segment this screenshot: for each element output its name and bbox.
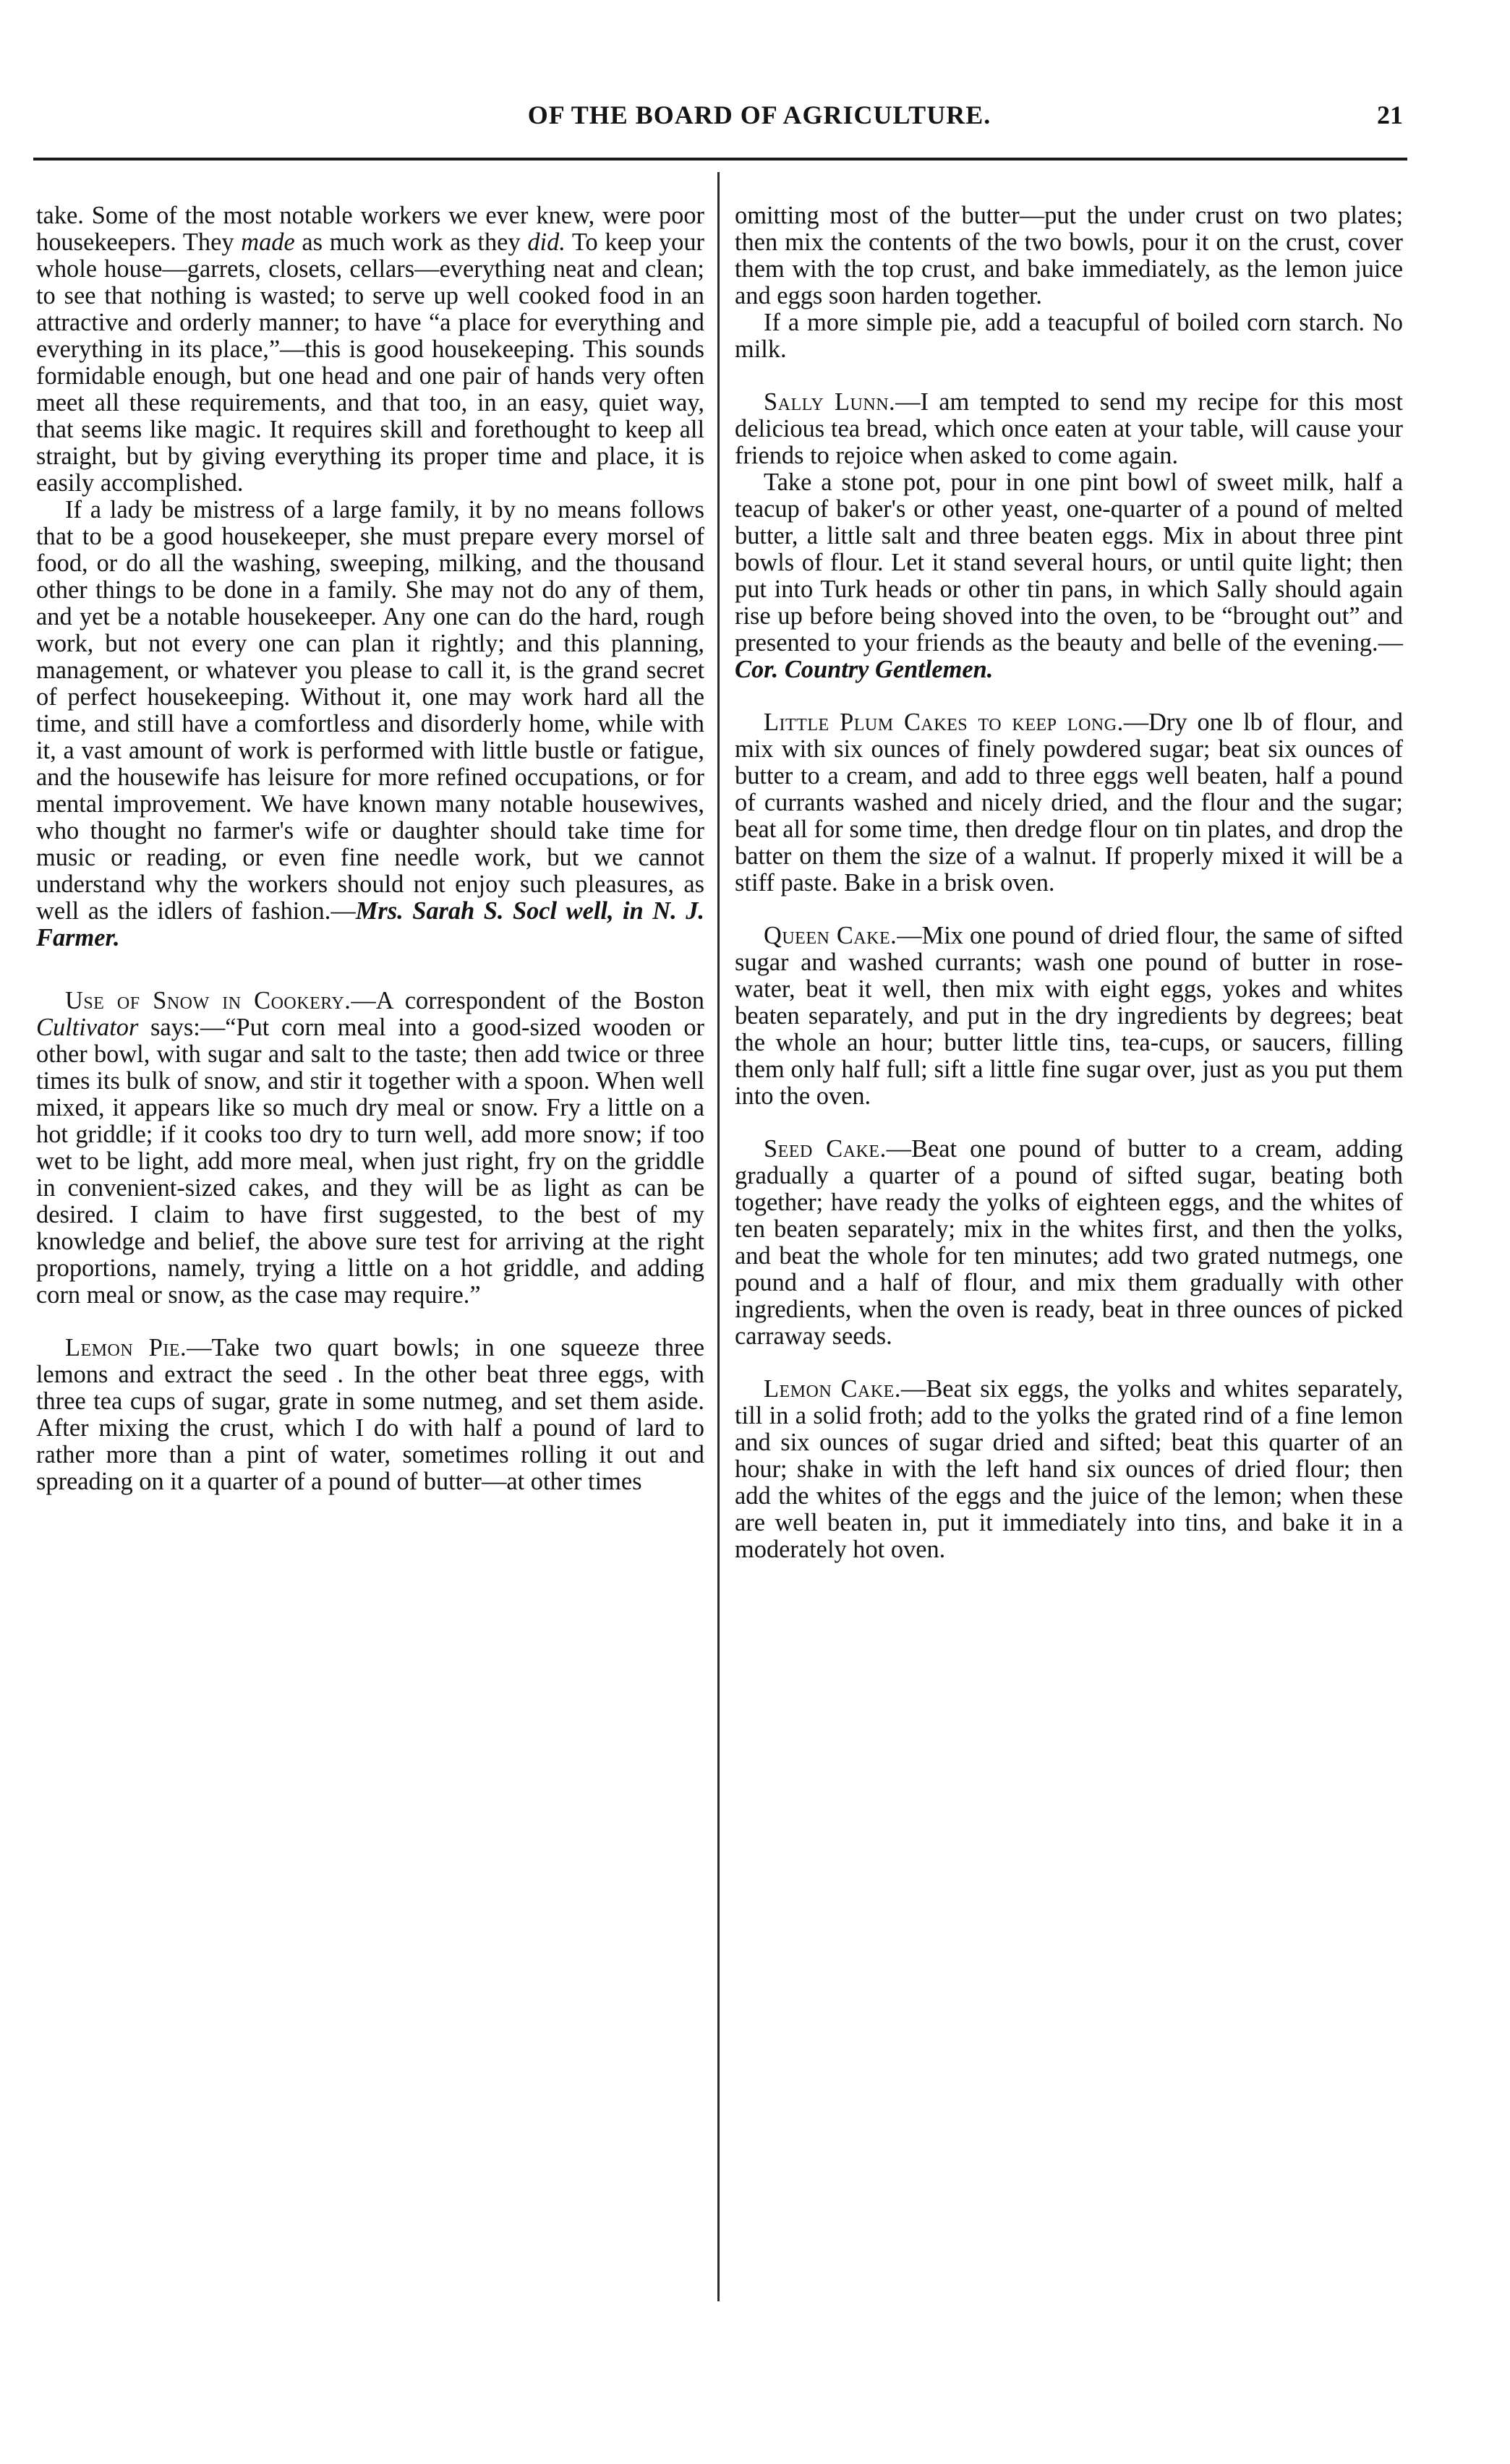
article-heading: Use of Snow in Cookery. xyxy=(65,987,351,1014)
article-heading: Queen Cake. xyxy=(764,922,897,949)
text-run: as much work as they xyxy=(294,228,528,256)
text-run: take. Some of the most notable workers we ever knew, were poor housekeepers. They xyxy=(36,202,704,256)
sally-lunn-article xyxy=(735,389,1403,469)
article-heading: Sally Lunn. xyxy=(764,388,896,416)
article-heading: Lemon Pie. xyxy=(65,1334,187,1361)
article-heading: Lemon Cake. xyxy=(764,1375,901,1403)
text-run: —Beat one pound of butter to a cream, adding gradually a quarter of a pound of sifted sugar, beating both together; have ready the yolks of eighteen eggs, and the whites of ten beaten separately; mix in the whites first, and then the yolks, and beat the whole for ten minutes; add two grated nutmegs, one pound and a half of flour, and mix them gradually with other ingredients, when the oven is ready, beat in three ounces of picked carraway seeds. xyxy=(735,1135,1403,1350)
queen-cake-article xyxy=(735,923,1403,1110)
lemon-cake-article xyxy=(735,1376,1403,1563)
column-divider xyxy=(717,172,720,2301)
text-run: —Take two quart bowls; in one squeeze three lemons and extract the seed . In the other beat three eggs, with three tea cups of sugar, grate in some nutmeg, and set them aside. After mixing the crust, which I do with half a pound of lard to rather more than a pint of water, sometimes rolling it out and spreading on it a quarter of a pound of butter—at other times xyxy=(36,1334,704,1495)
attribution: Mrs. Sarah S. Socl well, in N. J. Farmer. xyxy=(36,897,704,951)
emphasis-did: did. xyxy=(527,228,566,256)
housekeeping-paragraph-1 xyxy=(36,202,704,497)
text-run: —A correspondent of the Boston xyxy=(351,987,705,1014)
text-run: says:—“Put corn meal into a good-sized wooden or other bowl, with sugar and salt to the taste; then add twice or three times its bulk of snow, and stir it together with a spoon. When well mixed, it appears like so much dry meal or snow. Fry a little on a hot griddle; if it cooks too dry to turn well, add more snow; if too wet to be light, add more meal, when just right, fry on the griddle in convenient-sized cakes, and they will be as light as can be desired. I claim to have first suggested, to the best of my knowledge and belief, the above sure test for arriving at the right proportions, namely, trying a little on a hot griddle, and adding corn meal or snow, as the case may require.” xyxy=(36,1014,704,1309)
emphasis-made: made xyxy=(241,228,295,256)
lemon-pie-article xyxy=(36,1335,704,1495)
snow-cookery-article xyxy=(36,988,704,1309)
attribution: Cor. Country Gentlemen. xyxy=(735,656,994,683)
lemon-pie-continued: omitting most of the butter—put the under crust on two plates; then mix the contents of the two bowls, pour it on the crust, cover them with the top crust, and bake immediately, as the lemon juice and eggs soon harden together. xyxy=(735,202,1403,309)
text-run: Take a stone pot, pour in one pint bowl of sweet milk, half a teacup of baker's or other yeast, one-quarter of a pound of melted butter, a little salt and three beaten eggs. Mix in about three pint bowls of flour. Let it stand several hours, or until quite light; then put into Turk heads or other tin pans, in which Sally should again rise up before being shoved into the oven, to be “brought out” and presented to your friends as the beauty and belle of the evening.— xyxy=(735,469,1403,656)
page-number: 21 xyxy=(1377,100,1403,129)
sally-lunn-recipe xyxy=(735,469,1403,683)
text-run: —Dry one lb of flour, and mix with six ounces of finely powdered sugar; beat six ounces of butter to a cream, and add to three eggs well beaten, half a pound of currants washed and nicely dried, and the flour and the sugar; beat all for some time, then dredge flour on tin plates, and drop the batter on them the size of a walnut. If properly mixed it will be a stiff paste. Bake in a brisk oven. xyxy=(735,709,1403,897)
lemon-pie-variation: If a more simple pie, add a teacupful of boiled corn starch. No milk. xyxy=(735,309,1403,363)
header-rule xyxy=(33,158,1407,161)
publication-name: Cultivator xyxy=(36,1014,139,1041)
text-run: —I am tempted to send my recipe for this most delicious tea bread, which once eaten at your table, will cause your friends to rejoice when asked to come again. xyxy=(735,388,1403,469)
article-heading: Seed Cake. xyxy=(764,1135,887,1163)
text-run: —Beat six eggs, the yolks and whites separately, till in a solid froth; add to the yolks the grated rind of a fine lemon and six ounces of sugar dried and sifted; beat this quarter of an hour; shake in with the left hand six ounces of dried flour; then add the whites of the eggs and the juice of the lemon; when these are well beaten in, put it immediately into tins, and bake it in a moderately hot oven. xyxy=(735,1375,1403,1563)
housekeeping-paragraph-2 xyxy=(36,497,704,951)
left-column xyxy=(36,202,704,1495)
seed-cake-article xyxy=(735,1136,1403,1350)
article-heading: Little Plum Cakes to keep long. xyxy=(764,709,1124,736)
text-run: If a lady be mistress of a large family, it by no means follows that to be a good housekeeper, she must prepare every morsel of food, or do all the washing, sweeping, milking, and the thousand other things to be done in a family. She may not do any of them, and yet be a notable housekeeper. Any one can do the hard, rough work, but not every one can plan it rightly; and this planning, management, or whatever you please to call it, is the grand secret of perfect housekeeping. Without it, one may work hard all the time, and still have a comfortless and disorderly home, while with it, a vast amount of work is performed with little bustle or fatigue, and the housewife has leisure for more refined occupations, or for mental improvement. We have known many notable housewives, who thought no farmer's wife or daughter should take time for music or reading, or even fine needle work, but we cannot understand why the workers should not enjoy such pleasures, as well as the idlers of fashion.— xyxy=(36,496,704,925)
plum-cakes-article xyxy=(735,709,1403,897)
running-title: OF THE BOARD OF AGRICULTURE. xyxy=(527,100,991,129)
text-run: —Mix one pound of dried flour, the same of sifted sugar and washed currants; wash one pound of butter in rose-water, beat it well, then mix with eight eggs, yokes and whites beaten separately, and put in the dry ingredients by degrees; beat the whole an hour; butter little tins, tea-cups, or saucers, filling them only half full; sift a little fine sugar over, just as you put them into the oven. xyxy=(735,922,1403,1110)
text-run: To keep your whole house—garrets, closets, cellars—everything neat and clean; to see that nothing is wasted; to serve up well cooked food in an attractive and orderly manner; to have “a place for everything and everything in its place,”—this is good housekeeping. This sounds formidable enough, but one head and one pair of hands very often meet all these requirements, and that too, in an easy, quiet way, that seems like magic. It requires skill and forethought to keep all straight, but by giving everything its proper time and place, it is easily accomplished. xyxy=(36,228,704,497)
right-column xyxy=(735,202,1403,1563)
